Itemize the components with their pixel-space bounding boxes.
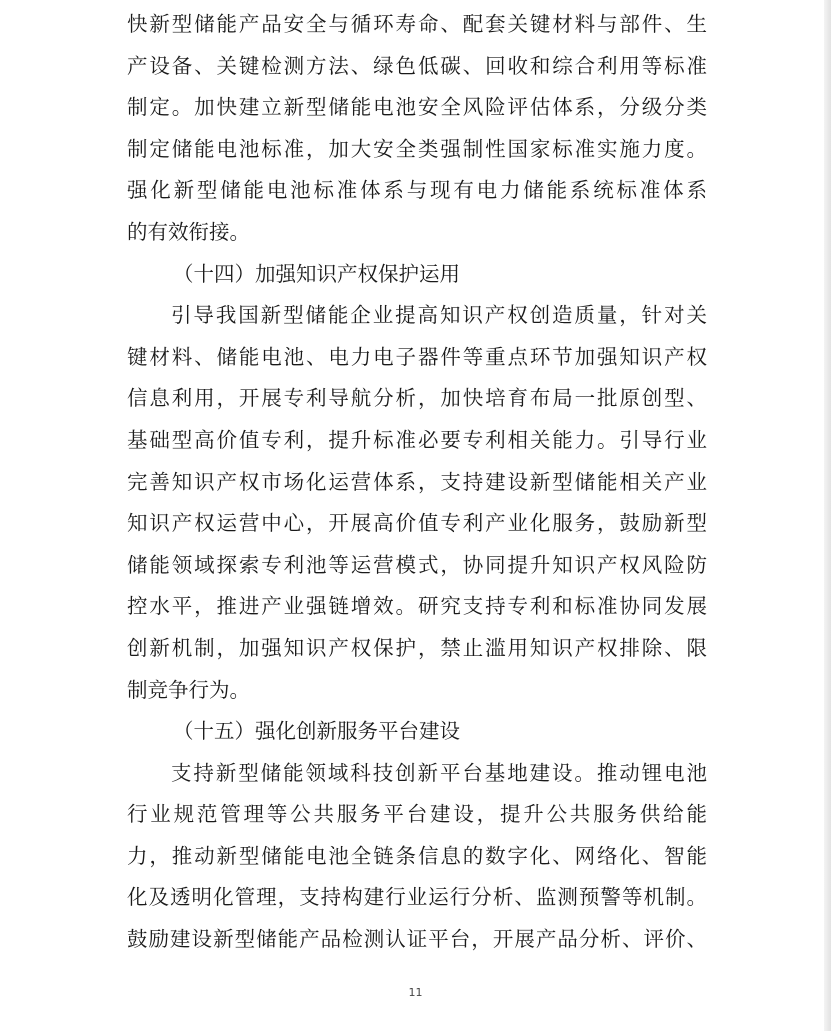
text-line: 信息利用，开展专利导航分析，加快培育布局一批原创型、 xyxy=(127,386,707,411)
text-line: 行业规范管理等公共服务平台建设，提升公共服务供给能 xyxy=(127,802,707,827)
text-line: 支持新型储能领域科技创新平台基地建设。推动锂电池 xyxy=(171,760,707,785)
text-line: 制定储能电池标准，加大安全类强制性国家标准实施力度。 xyxy=(127,136,707,161)
text-line: 化及透明化管理，支持构建行业运行分析、监测预警等机制。 xyxy=(127,885,707,910)
paragraph-standards-continued xyxy=(127,4,707,254)
text-line: 知识产权运营中心，开展高价值专利产业化服务，鼓励新型 xyxy=(127,511,707,536)
text-line: 制定。加快建立新型储能电池安全风险评估体系，分级分类 xyxy=(127,95,707,120)
page-edge-shadow xyxy=(824,0,831,1031)
text-line: 鼓励建设新型储能产品检测认证平台，开展产品分析、评价、 xyxy=(127,927,707,952)
text-line: 完善知识产权市场化运营体系，支持建设新型储能相关产业 xyxy=(127,469,707,494)
text-line: 强化新型储能电池标准体系与现有电力储能系统标准体系 xyxy=(127,178,707,203)
text-line: 创新机制，加强知识产权保护，禁止滥用知识产权排除、限 xyxy=(127,635,707,660)
text-line: 引导我国新型储能企业提高知识产权创造质量，针对关 xyxy=(171,303,707,328)
page-number: 11 xyxy=(408,986,423,999)
text-line: 制竞争行为。 xyxy=(127,677,250,702)
section-heading-15: （十五）强化创新服务平台建设 xyxy=(173,719,460,744)
text-line: 的有效衔接。 xyxy=(127,219,250,244)
section-heading-14: （十四）加强知识产权保护运用 xyxy=(173,261,460,286)
text-line: 键材料、储能电池、电力电子器件等重点环节加强知识产权 xyxy=(127,344,707,369)
text-line: 基础型高价值专利，提升标准必要专利相关能力。引导行业 xyxy=(127,427,707,452)
paragraph-service-platform xyxy=(127,753,707,961)
paragraph-ip-protection xyxy=(127,295,707,711)
text-line: 力，推动新型储能电池全链条信息的数字化、网络化、智能 xyxy=(127,843,707,868)
text-line: 储能领域探索专利池等运营模式，协同提升知识产权风险防 xyxy=(127,552,707,577)
text-line: 产设备、关键检测方法、绿色低碳、回收和综合利用等标准 xyxy=(127,53,707,78)
text-line: 快新型储能产品安全与循环寿命、配套关键材料与部件、生 xyxy=(127,12,707,36)
text-line: 控水平，推进产业强链增效。研究支持专利和标准协同发展 xyxy=(127,594,707,619)
document-body xyxy=(127,4,707,961)
